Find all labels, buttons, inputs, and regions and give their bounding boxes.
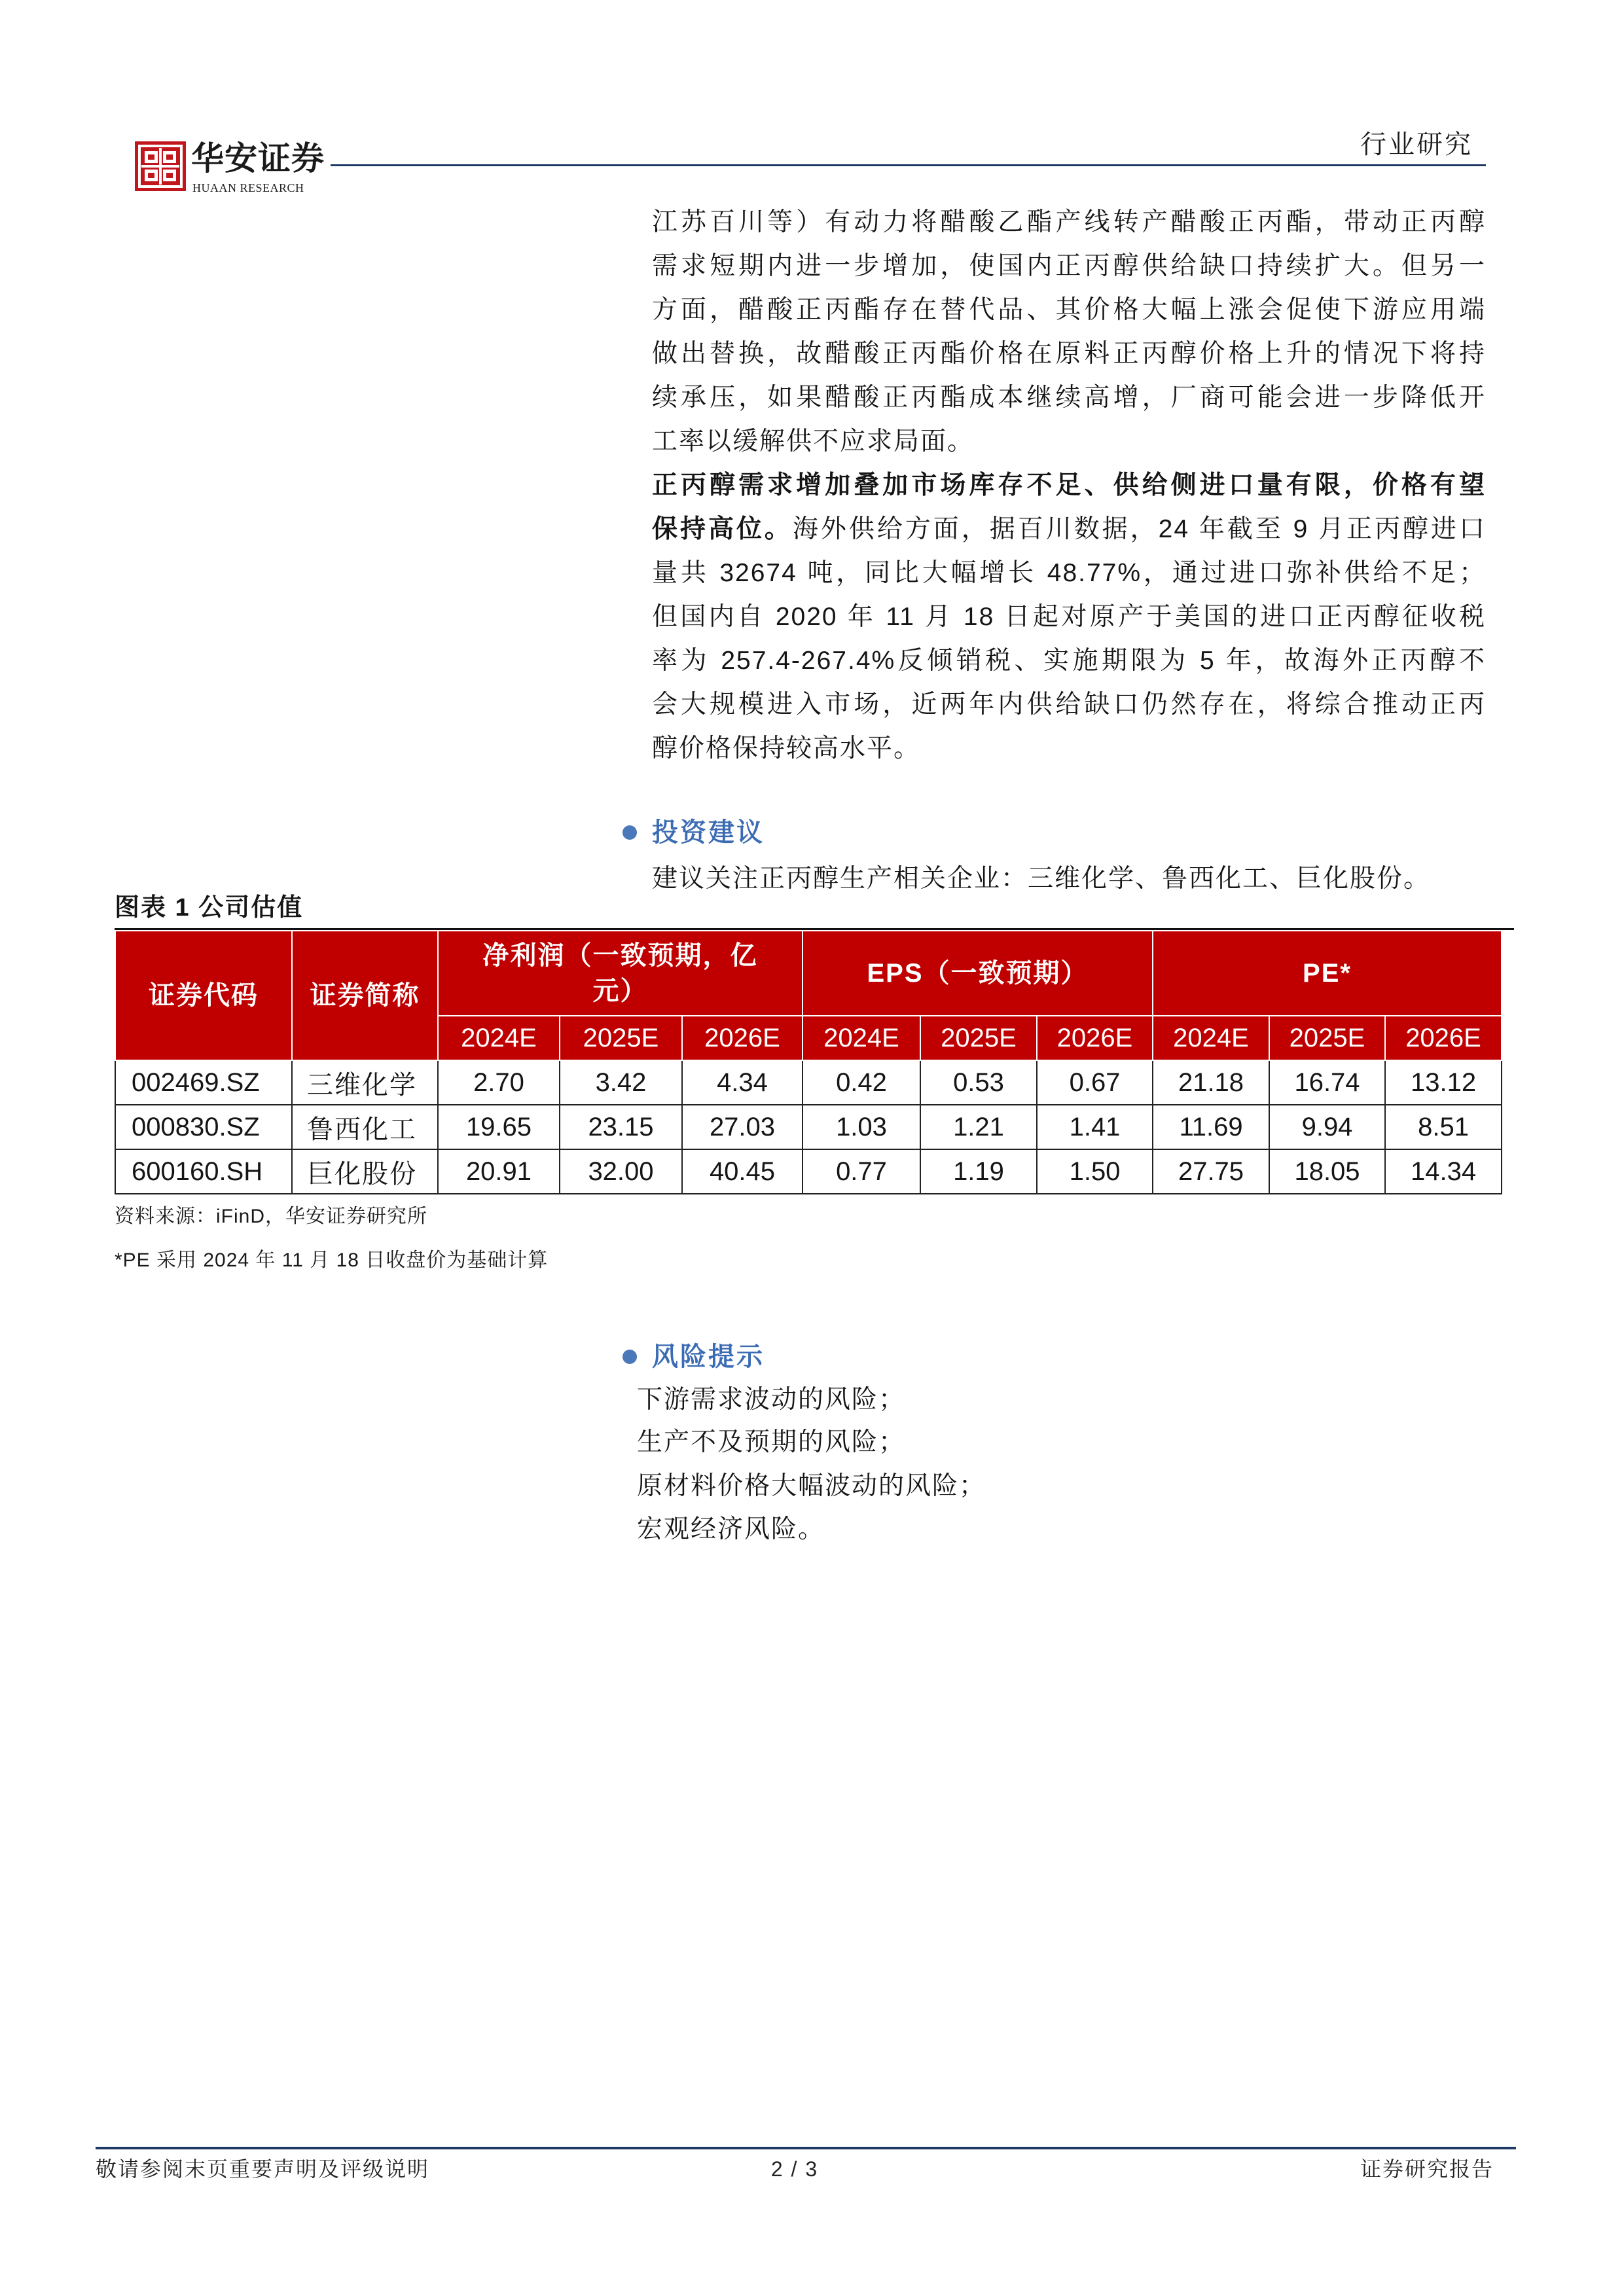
- table-header-year: 2025E: [1269, 1016, 1385, 1060]
- stock-name: 巨化股份: [292, 1149, 438, 1194]
- paragraph-line: 工率以缓解供不应求局面。: [652, 427, 975, 456]
- table-cell: 9.94: [1269, 1105, 1385, 1149]
- table-cell: 14.34: [1385, 1149, 1502, 1194]
- table-header-pe: PE*: [1153, 931, 1502, 1016]
- risk-item: 宏观经济风险。: [637, 1515, 825, 1543]
- valuation-table: [115, 930, 1502, 1194]
- table-cell: 18.05: [1269, 1149, 1385, 1194]
- table-cell: 23.15: [560, 1105, 682, 1149]
- footer-label: 证券研究报告: [1360, 2157, 1494, 2181]
- table-header-year: 2024E: [438, 1016, 560, 1060]
- paragraph-line: 需求短期内进一步增加，使国内正丙醇供给缺口持续扩大。但另一: [652, 252, 1486, 280]
- table-header-row: [115, 931, 1502, 1016]
- header-divider: [331, 164, 1486, 166]
- risk-item: 生产不及预期的风险；: [637, 1428, 906, 1456]
- table-cell: 16.74: [1269, 1060, 1385, 1105]
- risk-item: 原材料价格大幅波动的风险；: [637, 1472, 986, 1500]
- table-cell: 0.67: [1037, 1060, 1153, 1105]
- investment-heading: 投资建议: [652, 818, 765, 847]
- table-cell: 1.19: [920, 1149, 1037, 1194]
- paragraph-line: 方面，醋酸正丙酯存在替代品、其价格大幅上涨会促使下游应用端: [652, 296, 1486, 324]
- table-cell: 11.69: [1153, 1105, 1269, 1149]
- table-note: *PE 采用 2024 年 11 月 18 日收盘价为基础计算: [115, 1249, 549, 1271]
- table-cell: 21.18: [1153, 1060, 1269, 1105]
- table-header-year: 2024E: [1153, 1016, 1269, 1060]
- table-header-year: 2026E: [1037, 1016, 1153, 1060]
- paragraph-line: 醇价格保持较高水平。: [652, 734, 921, 762]
- table-header-year: 2024E: [803, 1016, 920, 1060]
- table-header-eps: EPS（一致预期）: [803, 931, 1153, 1016]
- table-cell: 8.51: [1385, 1105, 1502, 1149]
- logo-wordmark: 华安证券: [191, 139, 325, 177]
- section-bullet-icon: [623, 1350, 637, 1364]
- table-header-year: 2026E: [682, 1016, 803, 1060]
- table-header-year: 2025E: [920, 1016, 1037, 1060]
- table-cell: 13.12: [1385, 1060, 1502, 1105]
- body-text: [652, 200, 1486, 770]
- table-cell: 32.00: [560, 1149, 682, 1194]
- table-cell: 27.03: [682, 1105, 803, 1149]
- paragraph-line: 率为 257.4-267.4%反倾销税、实施期限为 5 年，故海外正丙醇不: [652, 647, 1486, 675]
- paragraph-line: 会大规模进入市场，近两年内供给缺口仍然存在，将综合推动正丙: [652, 691, 1486, 719]
- table-cell: 19.65: [438, 1105, 560, 1149]
- paragraph-line: 江苏百川等）有动力将醋酸乙酯产线转产醋酸正丙酯，带动正丙醇: [652, 208, 1486, 236]
- paragraph-line: 量共 32674 吨，同比大幅增长 48.77%，通过进口弥补供给不足；: [652, 559, 1486, 587]
- stock-name: 鲁西化工: [292, 1105, 438, 1149]
- stock-code: 002469.SZ: [115, 1060, 292, 1105]
- stock-code: 600160.SH: [115, 1149, 292, 1194]
- huaan-logo-icon: [135, 141, 186, 191]
- table-cell: 20.91: [438, 1149, 560, 1194]
- table-source: 资料来源：iFinD，华安证券研究所: [115, 1206, 428, 1227]
- paragraph-line: 但国内自 2020 年 11 月 18 日起对原产于美国的进口正丙醇征收税: [652, 603, 1486, 631]
- page-number: 2 / 3: [770, 2157, 819, 2181]
- table-cell: 2.70: [438, 1060, 560, 1105]
- risk-item: 下游需求波动的风险；: [637, 1386, 906, 1414]
- footer-disclaimer: 敬请参阅末页重要声明及评级说明: [96, 2157, 430, 2181]
- paragraph-lead-bold: 保持高位。: [652, 515, 793, 543]
- table-cell: 4.34: [682, 1060, 803, 1105]
- footer-divider: [96, 2147, 1516, 2149]
- paragraph-line: 做出替换，故醋酸正丙酯价格在原料正丙醇价格上升的情况下将持: [652, 340, 1486, 368]
- table-caption: 图表 1 公司估值: [115, 894, 304, 922]
- table-cell: 0.42: [803, 1060, 920, 1105]
- stock-code: 000830.SZ: [115, 1105, 292, 1149]
- paragraph-line: [652, 507, 1486, 551]
- section-bullet-icon: [623, 825, 637, 840]
- report-category: 行业研究: [1360, 130, 1473, 159]
- net-profit-label: 净利润（一致预期，亿元）: [482, 941, 758, 1005]
- table-cell: 0.53: [920, 1060, 1037, 1105]
- paragraph-lead-bold: 正丙醇需求增加叠加市场库存不足、供给侧进口量有限，价格有望: [652, 471, 1486, 499]
- table-cell: 1.21: [920, 1105, 1037, 1149]
- table-cell: 1.41: [1037, 1105, 1153, 1149]
- table-row: [115, 1060, 1502, 1105]
- risk-heading: 风险提示: [652, 1342, 765, 1371]
- table-cell: 1.03: [803, 1105, 920, 1149]
- table-cell: 40.45: [682, 1149, 803, 1194]
- paragraph-line: 续承压，如果醋酸正丙酯成本继续高增，厂商可能会进一步降低开: [652, 384, 1486, 412]
- table-header-code: 证券代码: [115, 931, 292, 1060]
- logo-subtitle: HUAAN RESEARCH: [192, 181, 304, 194]
- table-header-name: 证券简称: [292, 931, 438, 1060]
- investment-text: 建议关注正丙醇生产相关企业：三维化学、鲁西化工、巨化股份。: [652, 865, 1431, 893]
- table-header-year: 2026E: [1385, 1016, 1502, 1060]
- table-cell: 0.77: [803, 1149, 920, 1194]
- table-header-year: 2025E: [560, 1016, 682, 1060]
- paragraph-text: 海外供给方面，据百川数据，24 年截至 9 月正丙醇进口: [792, 515, 1486, 543]
- table-header-net-profit: [438, 931, 803, 1016]
- stock-name: 三维化学: [292, 1060, 438, 1105]
- table-cell: 1.50: [1037, 1149, 1153, 1194]
- table-cell: 27.75: [1153, 1149, 1269, 1194]
- table-row: [115, 1105, 1502, 1149]
- table-cell: 3.42: [560, 1060, 682, 1105]
- table-row: [115, 1149, 1502, 1194]
